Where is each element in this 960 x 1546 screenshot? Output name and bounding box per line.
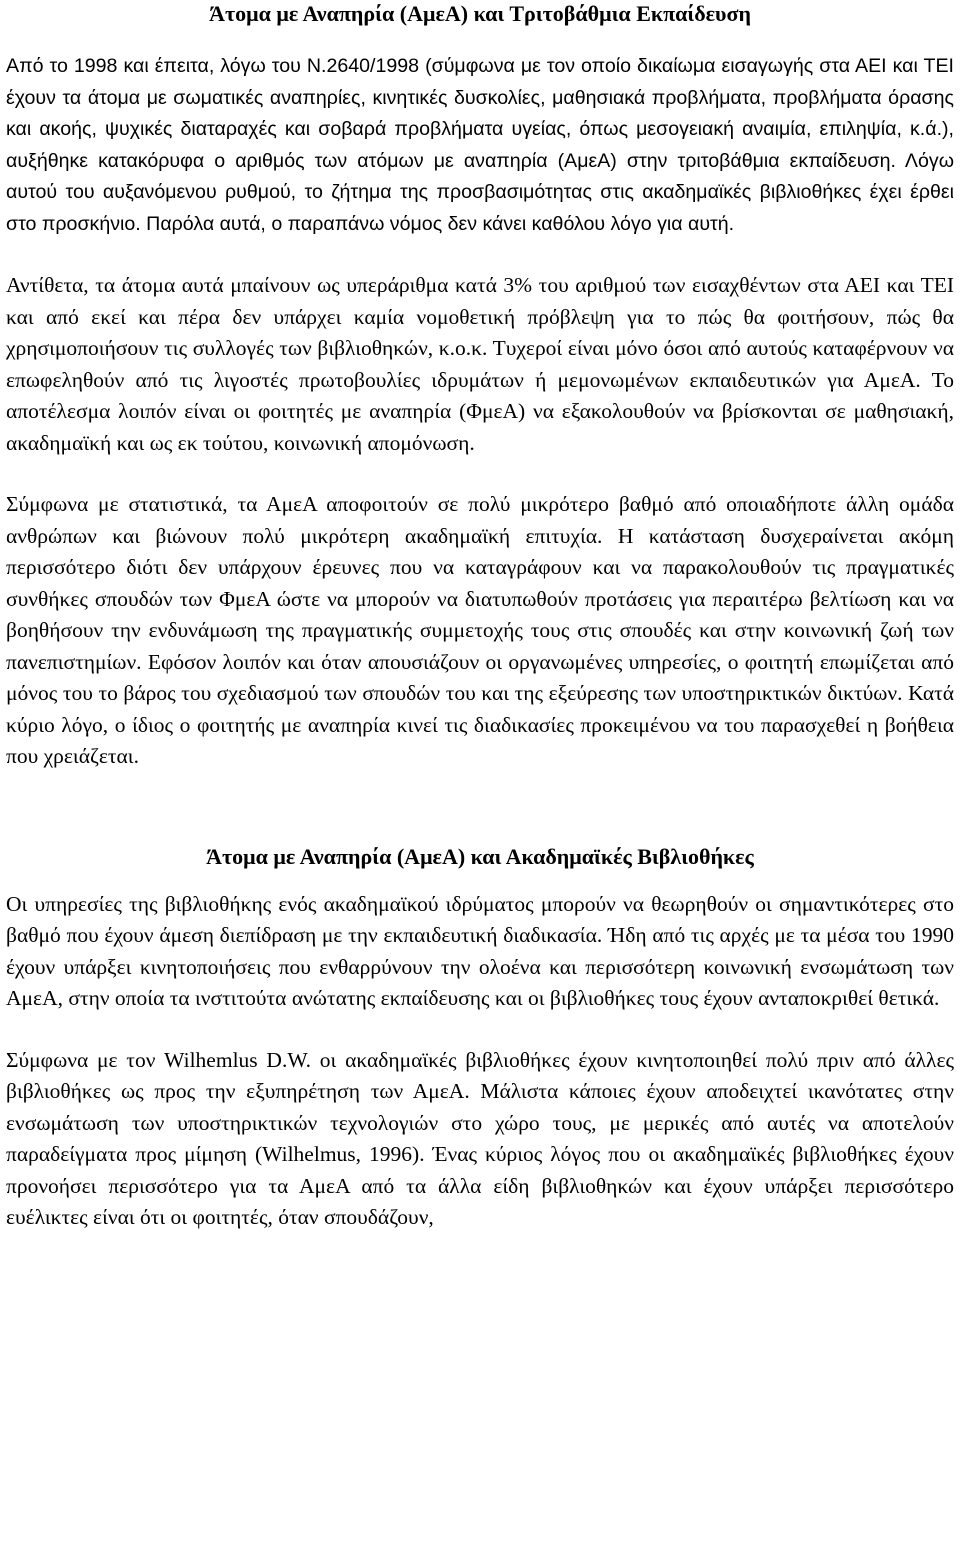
paragraph-law-2640: Από το 1998 και έπειτα, λόγω του Ν.2640/1998 (σύμφωνα με τον οποίο δικαίωμα εισαγωγής στα ΑΕΙ και ΤΕΙ έχουν τα άτομα με σωματικές αναπηρίες, κινητικές δυσκολίες, μαθησιακά προβλήματα, προβλήματα όρασης και ακοής, ψυχικές διαταραχές και σοβαρά προβλήματα υγείας, όπως μεσογειακή αναιμία, επιληψία, κ.ά.), αυξήθηκε κατακόρυφα ο αριθμός των ατόμων με αναπηρία (ΑμεΑ) στην τριτοβάθμια εκπαίδευση. Λόγω αυτού του αυξανόμενου ρυθμού, το ζήτημα της προσβασιμότητας στις ακαδημαϊκές βιβλιοθήκες έχει έρθει στο προσκήνιο. Παρόλα αυτά, ο παραπάνω νόμος δεν κάνει καθόλου λόγο για αυτή. <box>6 55 954 235</box>
paragraph-wilhelmus: Σύμφωνα με τον Wilhemlus D.W. οι ακαδημαϊκές βιβλιοθήκες έχουν κινητοποιηθεί πολύ πριν από άλλες βιβλιοθήκες ως προς την εξυπηρέτηση των ΑμεΑ. Μάλιστα κάποιες έχουν αποδειχτεί ικανότατες στην ενσωμάτωση των υποστηρικτικών τεχνολογιών στο χώρο τους, με μερικές από αυτές να αποτελούν παραδείγματα προς μίμηση (Wilhelmus, 1996). Ένας κύριος λόγος που οι ακαδημαϊκές βιβλιοθήκες έχουν προνοήσει περισσότερο για τα ΑμεΑ από τα άλλα είδη βιβλιοθηκών και έχουν υπάρξει περισσότερο ευέλικτες είναι ότι οι φοιτητές, όταν σπουδάζουν, <box>6 1047 954 1229</box>
section-heading-higher-education: Άτομα με Αναπηρία (ΑμεΑ) και Τριτοβάθμια Εκπαίδευση <box>209 1 751 26</box>
paragraph-statistics: Σύμφωνα με στατιστικά, τα ΑμεΑ αποφοιτούν σε πολύ μικρότερο βαθμό από οποιαδήποτε άλλη ομάδα ανθρώπων και βιώνουν πολύ μικρότερη ακαδημαϊκή επιτυχία. Η κατάσταση δυσχεραίνεται ακόμη περισσότερο διότι δεν υπάρχουν έρευνες που να καταγράφουν και να παρακολουθούν τις πραγματικές συνθήκες σπουδών των ΦμεΑ ώστε να μπορούν να διατυπωθούν προτάσεις για περαιτέρω βελτίωση και να βοηθήσουν την ενδυνάμωση της πραγματικής συμμετοχής τους στις σπουδές και στην κοινωνική ζωή των πανεπιστημίων. Εφόσον λοιπόν και όταν απουσιάζουν οι οργανωμένες υπηρεσίες, ο φοιτητή επωμίζεται από μόνος του το βάρος του σχεδιασμού των σπουδών του και της εξεύρεσης των υποστηρικτικών δικτύων. Κατά κύριο λόγο, ο ίδιος ο φοιτητής με αναπηρία κινεί τις διαδικασίες προκειμένου να του παρασχεθεί η βοήθεια που χρειάζεται. <box>6 492 954 768</box>
document-page <box>6 0 954 1265</box>
paragraph-supernumerary: Αντίθετα, τα άτομα αυτά μπαίνουν ως υπεράριθμα κατά 3% του αριθμού των εισαχθέντων στα ΑΕΙ και ΤΕΙ και από εκεί και πέρα δεν υπάρχει καμία νομοθετική πρόβλεψη για το πώς θα φοιτήσουν, πώς θα χρησιμοποιήσουν τις συλλογές των βιβλιοθηκών, κ.ο.κ. Τυχεροί είναι μόνο όσοι από αυτούς καταφέρνουν να επωφεληθούν από τις λιγοστές πρωτοβουλίες ιδρυμάτων ή μεμονωμένων εκπαιδευτικών για ΑμεΑ. Το αποτέλεσμα λοιπόν είναι οι φοιτητές με αναπηρία (ΦμεΑ) να εξακολουθούν να βρίσκονται σε μαθησιακή, ακαδημαϊκή και ως εκ τούτου, κοινωνική απομόνωση. <box>6 273 954 455</box>
paragraph-library-services: Οι υπηρεσίες της βιβλιοθήκης ενός ακαδημαϊκού ιδρύματος μπορούν να θεωρηθούν οι σημαντικότερες στο βαθμό που έχουν άμεση διεπίδραση με την εκπαιδευτική διαδικασία. Ήδη από τις αρχές με τα μέσα του 1990 έχουν υπάρξει κινητοποιήσεις που ενθαρρύνουν την ολοένα και περισσότερη κοινωνική ενσωμάτωση των ΑμεΑ, στην οποία τα ινστιτούτα ανώτατης εκπαίδευσης και οι βιβλιοθήκες τους έχουν ανταποκριθεί θετικά. <box>6 891 954 1010</box>
section-heading-academic-libraries: Άτομα με Αναπηρία (ΑμεΑ) και Ακαδημαϊκές Βιβλιοθήκες <box>206 843 754 869</box>
